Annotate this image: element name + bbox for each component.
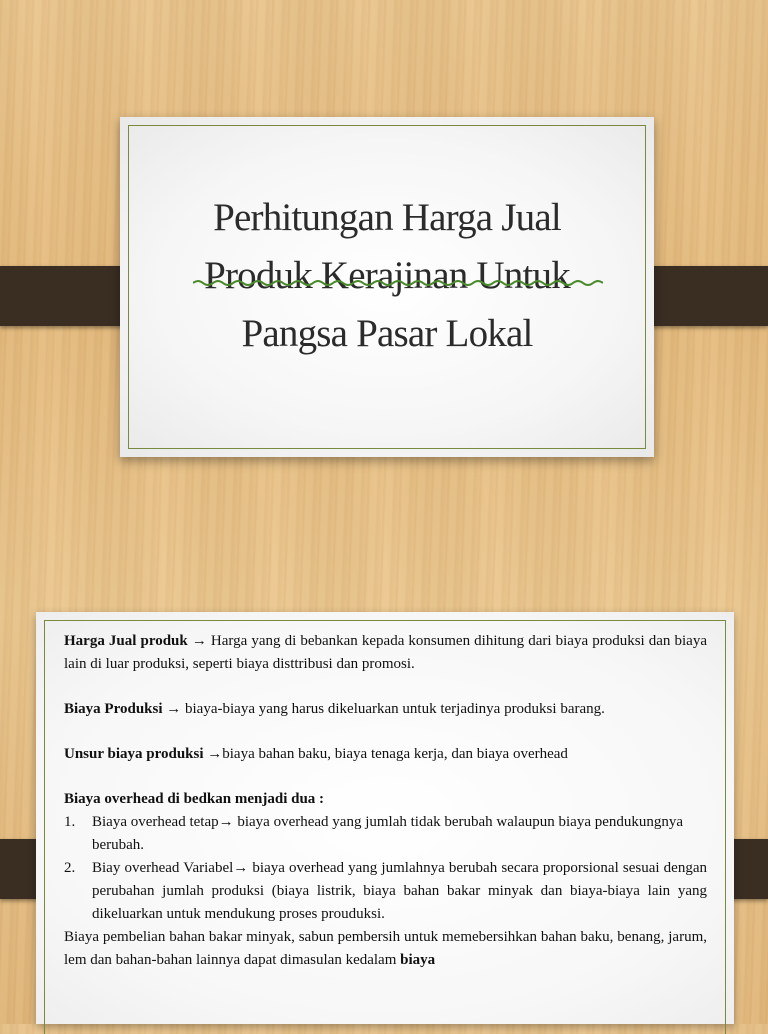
title-card [120,117,654,457]
content-body [64,630,707,972]
definition-biaya-produksi: biaya-biaya yang harus dikeluarkan untuk terjadinya produksi barang. [185,701,605,717]
definition-harga-jual: Harga yang di bebankan kepada konsumen dihitung dari biaya produksi dan biaya lain di luar produksi, seperti biaya disttribusi dan promosi. [64,633,707,672]
term-unsur-biaya: Unsur biaya produksi [64,746,204,762]
arrow-icon: → [218,814,238,830]
list-text: biaya overhead yang jumlahnya berubah secara proporsional sesuai dengan perubahan jumlah produksi (biaya listrik, biaya bahan bakar minyak dan biaya-biaya lain yang dikeluarkan untuk mendukung proses prouduksi. [92,860,707,922]
list-lead: Biaya overhead tetap [92,814,219,830]
paragraph-harga-jual [64,630,707,676]
list-item [64,857,707,926]
paragraph-biaya-pembelian [64,926,707,972]
arrow-icon: → [187,633,211,649]
title-line-3: Pangsa Pasar Lokal [241,312,533,355]
title-line-2: Produk Kerajinan Untuk [204,254,570,297]
slide-title [140,189,634,363]
term-harga-jual: Harga Jual produk [64,633,188,649]
arrow-icon: → [162,701,186,717]
spellcheck-underline [193,279,603,287]
list-item [64,811,707,857]
list-number: 1. [64,814,76,830]
term-biaya-tail: biaya [400,952,436,968]
definition-unsur-biaya: biaya bahan baku, biaya tenaga kerja, dan biaya overhead [222,746,568,762]
title-line-1: Perhitungan Harga Jual [213,196,561,239]
list-text: biaya overhead yang jumlah tidak berubah walaupun biaya pendukungnya berubah. [92,814,684,853]
content-card [36,612,734,1024]
paragraph-unsur-biaya [64,743,707,766]
list-lead: Biay overhead Variabel [92,860,234,876]
overhead-list [64,811,707,926]
term-biaya-overhead: Biaya overhead di bedkan menjadi dua : [64,791,325,807]
arrow-icon: → [203,746,223,762]
arrow-icon: → [233,860,253,876]
paragraph-biaya-overhead [64,788,707,811]
term-biaya-produksi: Biaya Produksi [64,701,163,717]
decorative-bar-left [0,266,138,326]
text-biaya-pembelian: Biaya pembelian bahan bakar minyak, sabun pembersih untuk memebersihkan bahan baku, benang, jarum, lem dan bahan-bahan lainnya dapat dimasulan kedalam [64,929,707,968]
list-number: 2. [64,860,76,876]
paragraph-biaya-produksi [64,698,707,721]
